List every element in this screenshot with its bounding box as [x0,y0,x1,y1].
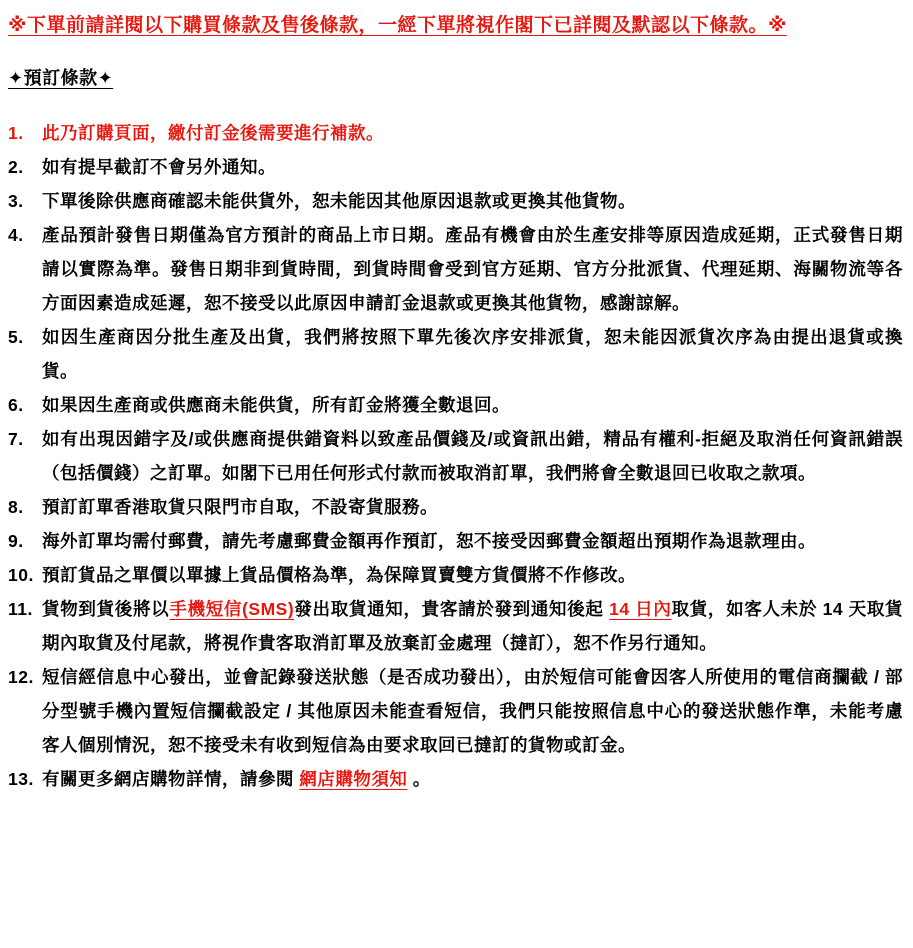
term-text-segment: 產品預計發售日期僅為官方預計的商品上市日期。產品有機會由於生產安排等原因造成延期，正式發售日期請以實際為準。發售日期非到貨時間，到貨時間會受到官方延期、官方分批派貨、代理延期、海關物流等各方面因素造成延遲，恕不接受以此原因申請訂金退款或更換其他貨物，感謝諒解。 [42,225,903,313]
term-text-segment: 此乃訂購頁面，繳付訂金後需要進行補款。 [42,123,384,143]
term-item-8 [8,490,903,524]
term-text [42,422,903,490]
term-number: 10. [8,565,34,585]
term-number: 4. [8,225,24,245]
term-text [42,150,903,184]
term-number: 1. [8,123,24,143]
term-number: 9. [8,531,24,551]
term-text-segment: 海外訂單均需付郵費，請先考慮郵費金額再作預訂，恕不接受因郵費金額超出預期作為退款理由。 [42,531,816,551]
term-item-3 [8,184,903,218]
term-text-segment: 下單後除供應商確認未能供貨外，恕未能因其他原因退款或更換其他貨物。 [42,191,636,211]
shop-notice-link[interactable]: 網店購物須知 [299,769,408,789]
section-header-preorder-terms: ✦預訂條款✦ [8,68,114,88]
term-text-segment: 有關更多網店購物詳情，請參閱 [42,769,300,789]
term-item-10 [8,558,903,592]
term-text-segment: 。 [407,769,431,789]
term-item-9 [8,524,903,558]
term-number: 2. [8,157,24,177]
highlighted-term: 手機短信(SMS) [169,599,295,619]
term-text [42,558,903,592]
term-number: 8. [8,497,24,517]
term-text-segment: 如果因生產商或供應商未能供貨，所有訂金將獲全數退回。 [42,395,510,415]
term-text-segment: 取貨，如客人未於 14 天取貨期內取貨及付尾款，將視作貴客取消訂單及放棄訂金處理（撻訂），恕不作另行通知。 [42,599,904,653]
term-number: 5. [8,327,24,347]
term-text [42,762,903,796]
term-text-segment: 如有出現因錯字及/或供應商提供錯資料以致產品價錢及/或資訊出錯，精品有權利-拒絕及取消任何資訊錯誤（包括價錢）之訂單。如閣下已用任何形式付款而被取消訂單，我們將會全數退回已收取之款項。 [42,429,903,483]
term-item-5 [8,320,903,388]
term-number: 12. [8,667,34,687]
term-text [42,490,903,524]
term-text [42,218,903,320]
term-text [42,592,903,660]
term-number: 13. [8,769,34,789]
term-text-segment: 如有提早截訂不會另外通知。 [42,157,276,177]
term-text [42,184,903,218]
term-item-4 [8,218,903,320]
term-text [42,660,903,762]
term-text [42,320,903,388]
term-item-1 [8,116,903,150]
term-number: 11. [8,599,33,619]
term-text [42,116,903,150]
term-text-segment: 短信經信息中心發出，並會記錄發送狀態（是否成功發出），由於短信可能會因客人所使用的電信商攔截 / 部分型號手機內置短信攔截設定 / 其他原因未能查看短信，我們只能按照信息中心的發送狀態作準，未能考慮客人個別情況，恕不接受未有收到短信為由要求取回已撻訂的貨物或訂金。 [42,667,903,755]
term-text [42,524,903,558]
term-text-segment: 如因生產商因分批生產及出貨，我們將按照下單先後次序安排派貨，恕未能因派貨次序為由提出退貨或換貨。 [42,327,903,381]
term-number: 7. [8,429,24,449]
highlighted-term: 14 日內 [609,599,672,619]
term-item-7 [8,422,903,490]
terms-list [8,116,903,796]
term-text-segment: 預訂貨品之單價以單據上貨品價格為準，為保障買賣雙方貨價將不作修改。 [42,565,636,585]
term-text-segment: 預訂訂單香港取貨只限門市自取，不設寄貨服務。 [42,497,438,517]
term-item-11 [8,592,903,660]
term-text-segment: 貨物到貨後將以 [42,599,170,619]
term-number: 6. [8,395,24,415]
term-text [42,388,903,422]
page-title: ※下單前請詳閱以下購買條款及售後條款，一經下單將視作閣下已詳閱及默認以下條款。※ [8,15,787,36]
term-item-13 [8,762,903,796]
term-item-2 [8,150,903,184]
term-item-12 [8,660,903,762]
term-number: 3. [8,191,24,211]
term-text-segment: 發出取貨通知，貴客請於發到通知後起 [294,599,610,619]
term-item-6 [8,388,903,422]
